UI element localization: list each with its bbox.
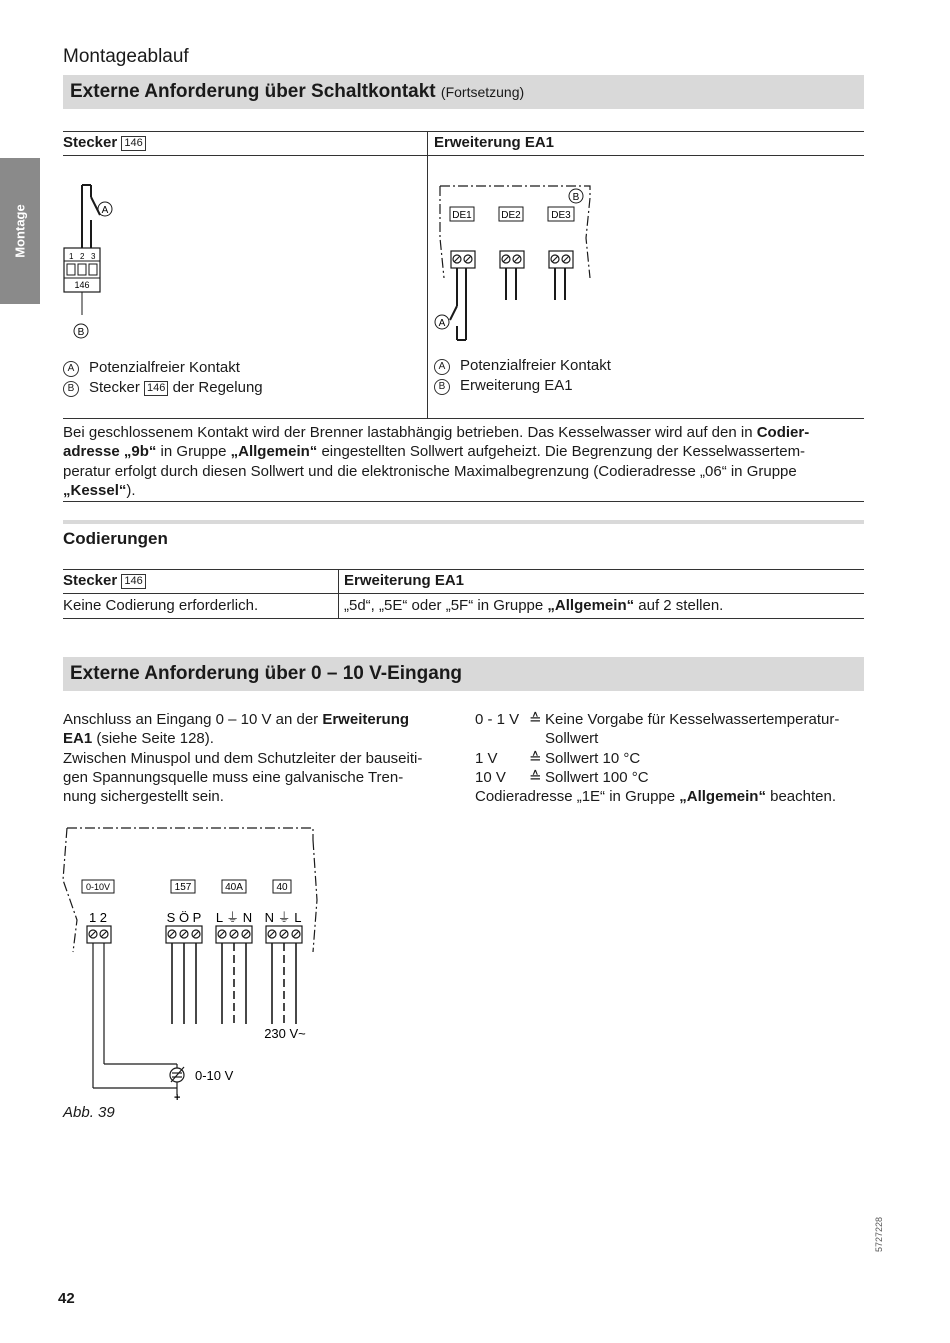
- text: Bei geschlossenem Kontakt wird der Brenner lastabhängig betrieben. Das Kesselwasser wird auf den in: [63, 424, 757, 441]
- description-paragraph: [63, 423, 864, 500]
- legend-key: B: [63, 381, 79, 397]
- terminal-label: 1 2: [88, 910, 108, 925]
- document-number: 5727228: [874, 1216, 884, 1252]
- section-title-bar: [63, 75, 864, 109]
- legend-item-a: [434, 357, 611, 375]
- ea1-diagram: [430, 178, 605, 343]
- voltage-table: [475, 710, 870, 806]
- input-de2: DE2: [501, 210, 521, 221]
- corresponds-symbol: ≙: [529, 749, 542, 767]
- legend-key: A: [63, 361, 79, 377]
- text: nung sichergestellt sein.: [63, 788, 224, 806]
- col-header-stecker: [63, 572, 146, 589]
- plug-40: 40: [276, 882, 288, 893]
- codierungen-title: Codierungen: [63, 529, 168, 548]
- text: Anschluss an Eingang 0 – 10 V an der: [63, 711, 323, 728]
- text-bold: adresse „9b“: [63, 443, 157, 461]
- text: beachten.: [765, 788, 837, 806]
- col-header-text: Stecker: [63, 572, 118, 589]
- marker-b-text: B: [77, 327, 85, 338]
- separator: [63, 520, 864, 524]
- section-title-suffix: (Fortsetzung): [440, 84, 525, 100]
- voltage-key: 0 - 1 V: [475, 711, 520, 728]
- source-label: 0-10 V: [195, 1068, 234, 1083]
- wiring-diagram-0-10v: [55, 820, 330, 1105]
- text: gen Spannungsquelle muss eine galvanische Tren-: [63, 768, 404, 786]
- legend-key: B: [434, 379, 450, 395]
- text-bold: Codier-: [756, 424, 810, 441]
- voltage-value: Sollwert 10 °C: [545, 749, 641, 767]
- corresponds-symbol: ≙: [529, 711, 542, 728]
- col-header-ea1: Erweiterung EA1: [344, 572, 465, 589]
- legend-key: A: [434, 359, 450, 375]
- text-bold: „Allgemein“: [679, 788, 766, 806]
- voltage-key: 10 V: [475, 768, 506, 786]
- table-divider: [338, 569, 339, 618]
- text: auf 2 stellen.: [634, 597, 724, 614]
- table-divider: [427, 131, 428, 418]
- side-tab: [0, 158, 40, 304]
- plug-label: 146: [121, 574, 145, 589]
- table-rule: [63, 501, 864, 502]
- marker-b-text: B: [572, 192, 580, 203]
- voltage-row: [475, 768, 870, 787]
- plug-157: 157: [174, 882, 192, 893]
- terminal-3: 3: [91, 252, 96, 261]
- coding-note: [475, 787, 870, 806]
- input-de1: DE1: [452, 210, 472, 221]
- section-title: Externe Anforderung über 0 – 10 V-Eingang: [70, 663, 463, 684]
- legend-item-b: [63, 379, 263, 397]
- marker-a-text: A: [101, 205, 109, 216]
- table-rule: [63, 618, 864, 619]
- voltage-value: Sollwert: [545, 730, 599, 748]
- section-title: Externe Anforderung über Schaltkontakt: [70, 81, 436, 102]
- voltage-value: Keine Vorgabe für Kesselwassertemperatur-: [545, 711, 840, 728]
- plug-146-diagram: [60, 175, 170, 345]
- text-bold: EA1: [63, 730, 93, 748]
- text: Zwischen Minuspol und dem Schutzleiter der bauseiti-: [63, 749, 423, 767]
- text: in Gruppe: [156, 443, 231, 461]
- voltage-key: 1 V: [475, 749, 498, 767]
- marker-a-text: A: [438, 318, 446, 329]
- input-de3: DE3: [551, 210, 571, 221]
- text: peratur erfolgt durch diesen Sollwert und die elektronische Maximalbegrenzung (Codieradresse „06“ in Gruppe: [63, 462, 797, 480]
- plug-0-10v: 0-10V: [85, 882, 111, 892]
- plus-sign: +: [174, 1092, 181, 1104]
- plug-label: 146: [144, 381, 168, 396]
- legend-text: Erweiterung EA1: [460, 377, 573, 394]
- col-header-ea1: Erweiterung EA1: [434, 134, 555, 151]
- table-rule: [63, 418, 864, 419]
- legend-text: der Regelung: [172, 379, 263, 396]
- terminal-label: S Ö P: [166, 910, 202, 925]
- text: (siehe Seite 128).: [92, 730, 214, 748]
- table-cell: Keine Codierung erforderlich.: [63, 597, 259, 614]
- text: ).: [126, 481, 136, 499]
- terminal-label: L ⏚ N: [215, 910, 253, 925]
- voltage-row: [475, 710, 870, 729]
- text: eingestellten Sollwert aufgeheizt. Die Begrenzung der Kesselwassertem-: [317, 443, 806, 461]
- terminal-1: 1: [69, 252, 74, 261]
- legend-text: Potenzialfreier Kontakt: [460, 357, 611, 374]
- section-title-bar: [63, 657, 864, 691]
- table-rule: [63, 155, 864, 156]
- text-bold: „Kessel“: [63, 481, 127, 499]
- table-rule: [63, 593, 864, 594]
- voltage-row: [475, 749, 870, 768]
- legend-item-b: [434, 377, 573, 395]
- plug-146-label: 146: [74, 280, 90, 290]
- terminal-2: 2: [80, 252, 85, 261]
- running-head: Montageablauf: [63, 46, 189, 67]
- voltage-row-cont: [475, 729, 870, 748]
- plug-label: 146: [121, 136, 145, 151]
- connection-text: [63, 710, 463, 806]
- text-bold: „Allgemein“: [547, 597, 635, 614]
- legend-text: Potenzialfreier Kontakt: [89, 359, 240, 376]
- voltage-value: Sollwert 100 °C: [545, 768, 649, 786]
- page-number: 42: [58, 1290, 75, 1307]
- table-rule: [63, 569, 864, 570]
- side-tab-label: Montage: [12, 204, 28, 258]
- corresponds-symbol: ≙: [529, 768, 542, 786]
- col-header-text: Stecker: [63, 134, 118, 151]
- col-header-stecker: [63, 134, 146, 151]
- terminal-label: N ⏚ L: [264, 910, 302, 925]
- legend-item-a: [63, 359, 240, 377]
- text-bold: „Allgemein“: [230, 443, 318, 461]
- voltage-label: 230 V~: [264, 1026, 306, 1041]
- text: „5d“, „5E“ oder „5F“ in Gruppe: [344, 597, 548, 614]
- text: Codieradresse „1E“ in Gruppe: [475, 788, 680, 806]
- figure-caption: Abb. 39: [63, 1104, 115, 1121]
- table-rule: [63, 131, 864, 132]
- plug-40a: 40A: [225, 882, 243, 893]
- text-bold: Erweiterung: [322, 711, 410, 728]
- legend-text: Stecker: [89, 379, 140, 396]
- table-cell: [344, 597, 723, 614]
